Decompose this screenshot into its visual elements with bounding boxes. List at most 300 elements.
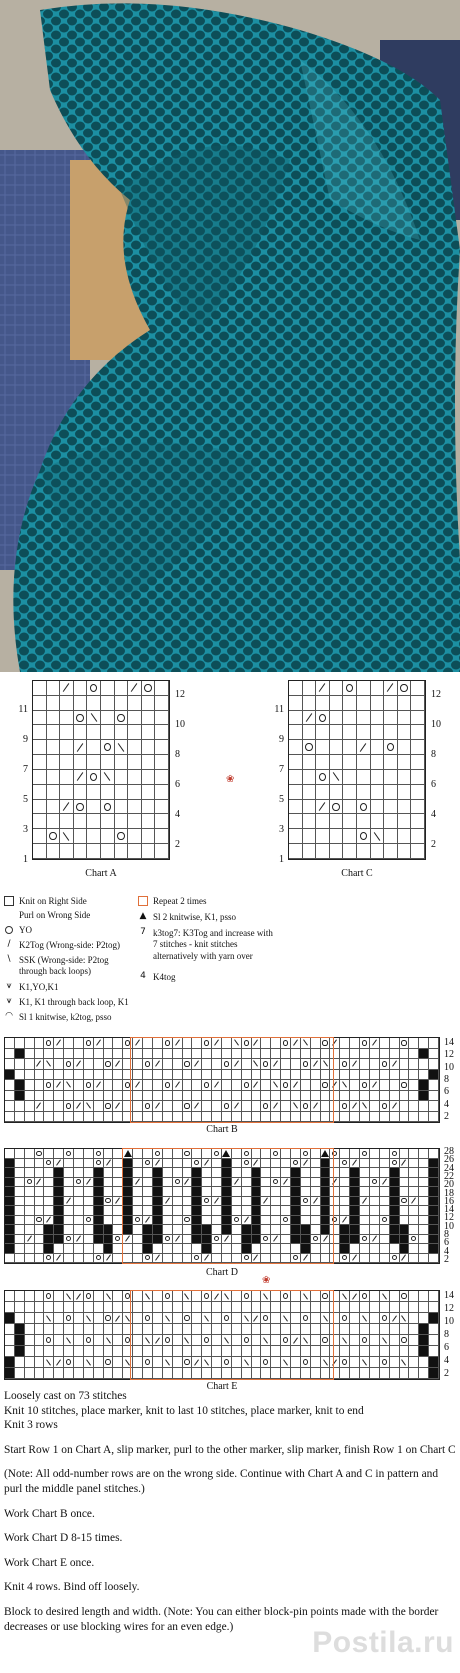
chart-cell (311, 1216, 321, 1226)
chart-cell (242, 1059, 252, 1070)
chart-cell (133, 1216, 143, 1226)
chart-cell (360, 1235, 370, 1245)
chart-cell (173, 1168, 183, 1178)
chart-cell (370, 1049, 380, 1060)
chart-cell (242, 1159, 252, 1169)
chart-cell (143, 1206, 153, 1216)
chart-cell (330, 785, 344, 800)
chart-cell (429, 1254, 439, 1264)
row-number-label: 8 (175, 749, 180, 760)
chart-cell (5, 1216, 15, 1226)
chart-cell (87, 800, 101, 815)
chart-cell (350, 1357, 360, 1368)
chart-cell (384, 814, 398, 829)
chart-cell (15, 1159, 25, 1169)
chart-cell (350, 1038, 360, 1049)
chart-cell (123, 1324, 133, 1335)
chart-cell (409, 1187, 419, 1197)
chart-cell (380, 1216, 390, 1226)
chart-cell (15, 1206, 25, 1216)
chart-cell (261, 1335, 271, 1346)
k4tog-number-icon: 4 (140, 971, 146, 982)
chart-cell (350, 1178, 360, 1188)
chart-cell (311, 1059, 321, 1070)
legend-sl1 (4, 1012, 134, 1023)
chart-cell (84, 1049, 94, 1060)
chart-cell (35, 1225, 45, 1235)
chart-cell (357, 800, 371, 815)
chart-cell (183, 1244, 193, 1254)
chart-cell (113, 1091, 123, 1102)
chart-cell (94, 1357, 104, 1368)
chart-cell (350, 1291, 360, 1302)
chart-cell (340, 1168, 350, 1178)
chart-cell (128, 814, 142, 829)
chart-cell (192, 1302, 202, 1313)
chart-cell (400, 1159, 410, 1169)
chart-cell (321, 1302, 331, 1313)
chart-cell (371, 681, 385, 696)
chart-cell (360, 1091, 370, 1102)
chart-cell (370, 1178, 380, 1188)
chart-cell (202, 1335, 212, 1346)
row-number-label: 3 (279, 824, 284, 835)
chart-cell (155, 829, 169, 844)
chart-cell (350, 1080, 360, 1091)
chart-cell (252, 1197, 262, 1207)
chart-cell (343, 681, 357, 696)
chart-cell (419, 1091, 429, 1102)
chart-cell (271, 1178, 281, 1188)
chart-cell (94, 1254, 104, 1264)
chart-cell (429, 1112, 439, 1123)
chart-cell (104, 1070, 114, 1081)
chart-cell (232, 1357, 242, 1368)
chart-cell (271, 1059, 281, 1070)
chart-cell (222, 1302, 232, 1313)
chart-cell (400, 1206, 410, 1216)
chart-cell (301, 1313, 311, 1324)
chart-cell (390, 1149, 400, 1159)
chart-cell (289, 829, 303, 844)
chart-cell (281, 1302, 291, 1313)
legend-repeat (138, 896, 308, 907)
row-number-label: 2 (444, 1253, 449, 1265)
chart-cell (330, 1159, 340, 1169)
chart-cell (5, 1070, 15, 1081)
chart-cell (303, 770, 317, 785)
chart-cell (123, 1080, 133, 1091)
chart-cell (370, 1244, 380, 1254)
chart-cell (33, 740, 47, 755)
chart-b-grid (4, 1037, 440, 1123)
chart-cell (343, 755, 357, 770)
chart-cell (5, 1302, 15, 1313)
chart-cell (212, 1178, 222, 1188)
chart-cell (54, 1225, 64, 1235)
chart-cell (54, 1059, 64, 1070)
chart-cell (301, 1197, 311, 1207)
repeat-box-icon (138, 896, 148, 906)
chart-cell (360, 1038, 370, 1049)
chart-cell (330, 1225, 340, 1235)
chart-cell (340, 1038, 350, 1049)
chart-cell (163, 1091, 173, 1102)
chart-cell (390, 1187, 400, 1197)
chart-cell (301, 1206, 311, 1216)
chart-cell (104, 1112, 114, 1123)
chart-cell (321, 1244, 331, 1254)
chart-cell (60, 740, 74, 755)
chart-cell (202, 1168, 212, 1178)
chart-cell (409, 1335, 419, 1346)
chart-cell (15, 1091, 25, 1102)
chart-cell (104, 1197, 114, 1207)
chart-cell (371, 711, 385, 726)
chart-cell (94, 1187, 104, 1197)
chart-cell (222, 1091, 232, 1102)
chart-cell (370, 1091, 380, 1102)
chart-cell (15, 1101, 25, 1112)
chart-cell (291, 1049, 301, 1060)
chart-cell (74, 1038, 84, 1049)
chart-cell (291, 1080, 301, 1091)
chart-cell (400, 1070, 410, 1081)
chart-cell (232, 1049, 242, 1060)
chart-cell (390, 1368, 400, 1379)
chart-cell (232, 1244, 242, 1254)
chart-cell (54, 1149, 64, 1159)
chart-cell (5, 1324, 15, 1335)
chart-cell (330, 696, 344, 711)
chart-cell (163, 1313, 173, 1324)
chart-cell (35, 1206, 45, 1216)
chart-cell (212, 1313, 222, 1324)
chart-cell (232, 1235, 242, 1245)
chart-cell (192, 1206, 202, 1216)
chart-cell (400, 1101, 410, 1112)
chart-cell (192, 1357, 202, 1368)
chart-cell (94, 1216, 104, 1226)
chart-cell (192, 1216, 202, 1226)
chart-cell (222, 1070, 232, 1081)
chart-cell (419, 1302, 429, 1313)
chart-cell (291, 1357, 301, 1368)
chart-cell (301, 1059, 311, 1070)
chart-d-title: Chart D (206, 1267, 238, 1278)
chart-cell (202, 1291, 212, 1302)
chart-cell (104, 1225, 114, 1235)
chart-cell (143, 1080, 153, 1091)
chart-cell (380, 1112, 390, 1123)
legend-knit-label: Knit on Right Side (19, 896, 87, 906)
k1k1tbl-v-icon: ⩛ (6, 996, 12, 1007)
chart-cell (15, 1235, 25, 1245)
chart-cell (301, 1254, 311, 1264)
chart-cell (212, 1159, 222, 1169)
chart-cell (192, 1168, 202, 1178)
chart-cell (142, 711, 156, 726)
chart-cell (33, 829, 47, 844)
chart-cell (330, 1206, 340, 1216)
chart-cell (47, 814, 61, 829)
chart-cell (15, 1368, 25, 1379)
chart-cell (25, 1235, 35, 1245)
chart-cell (252, 1346, 262, 1357)
chart-cell (321, 1225, 331, 1235)
chart-cell (15, 1324, 25, 1335)
chart-cell (202, 1313, 212, 1324)
chart-cell (289, 725, 303, 740)
chart-cell (400, 1313, 410, 1324)
chart-cell (143, 1291, 153, 1302)
chart-cell (350, 1059, 360, 1070)
chart-cell (409, 1244, 419, 1254)
chart-cell (44, 1149, 54, 1159)
chart-cell (142, 725, 156, 740)
chart-cell (128, 844, 142, 859)
chart-cell (60, 755, 74, 770)
chart-cell (202, 1038, 212, 1049)
chart-cell (261, 1149, 271, 1159)
chart-cell (390, 1197, 400, 1207)
chart-cell (411, 829, 425, 844)
chart-cell (390, 1038, 400, 1049)
yo-circle-icon (4, 925, 14, 935)
chart-cell (252, 1149, 262, 1159)
chart-cell (104, 1244, 114, 1254)
chart-cell (104, 1049, 114, 1060)
chart-cell (330, 1091, 340, 1102)
chart-cell (252, 1216, 262, 1226)
chart-cell (35, 1187, 45, 1197)
chart-cell (104, 1335, 114, 1346)
chart-cell (311, 1206, 321, 1216)
chart-cell (87, 755, 101, 770)
row-number-label: 14 (444, 1204, 454, 1216)
chart-cell (380, 1357, 390, 1368)
chart-cell (25, 1080, 35, 1091)
row-number-label: 2 (431, 839, 436, 850)
chart-cell (271, 1216, 281, 1226)
chart-cell (289, 740, 303, 755)
chart-cell (291, 1059, 301, 1070)
chart-cell (74, 844, 88, 859)
chart-cell (301, 1091, 311, 1102)
chart-cell (242, 1324, 252, 1335)
chart-cell (192, 1187, 202, 1197)
chart-cell (429, 1159, 439, 1169)
chart-cell (173, 1038, 183, 1049)
chart-cell (25, 1197, 35, 1207)
chart-cell (143, 1178, 153, 1188)
chart-cell (142, 844, 156, 859)
knit-symbol-icon (4, 896, 14, 906)
chart-cell (419, 1197, 429, 1207)
chart-cell (192, 1080, 202, 1091)
chart-cell (384, 696, 398, 711)
chart-cell (35, 1197, 45, 1207)
chart-cell (380, 1197, 390, 1207)
chart-cell (47, 681, 61, 696)
chart-cell (104, 1178, 114, 1188)
chart-cell (330, 1168, 340, 1178)
chart-cell (411, 725, 425, 740)
instruction-note: (Note: All odd-number rows are on the wrong side. Continue with Chart A and C in pattern and purl the middle panel stitches.) (4, 1468, 439, 1495)
chart-cell (316, 800, 330, 815)
row-number-label: 9 (279, 734, 284, 745)
chart-cell (271, 1346, 281, 1357)
chart-cell (429, 1070, 439, 1081)
chart-cell (291, 1216, 301, 1226)
chart-cell (261, 1059, 271, 1070)
chart-cell (163, 1335, 173, 1346)
chart-cell (419, 1149, 429, 1159)
chart-cell (384, 770, 398, 785)
chart-cell (343, 844, 357, 859)
chart-cell (84, 1368, 94, 1379)
chart-cell (84, 1091, 94, 1102)
chart-cell (54, 1346, 64, 1357)
chart-cell (242, 1187, 252, 1197)
chart-cell (44, 1254, 54, 1264)
chart-cell (311, 1038, 321, 1049)
row-number-label: 12 (431, 689, 441, 700)
instruction-bind-off: Knit 4 rows. Bind off loosely. (4, 1581, 140, 1594)
chart-cell (133, 1080, 143, 1091)
chart-cell (419, 1206, 429, 1216)
chart-cell (84, 1313, 94, 1324)
chart-cell (343, 814, 357, 829)
chart-cell (311, 1291, 321, 1302)
chart-cell (419, 1059, 429, 1070)
chart-cell (371, 829, 385, 844)
chart-cell (271, 1080, 281, 1091)
chart-cell (64, 1038, 74, 1049)
chart-cell (350, 1225, 360, 1235)
chart-cell (350, 1216, 360, 1226)
chart-cell (429, 1324, 439, 1335)
chart-cell (330, 1244, 340, 1254)
chart-cell (350, 1235, 360, 1245)
chart-cell (192, 1070, 202, 1081)
chart-cell (212, 1168, 222, 1178)
chart-cell (321, 1049, 331, 1060)
chart-cell (222, 1313, 232, 1324)
chart-cell (409, 1302, 419, 1313)
chart-cell (384, 740, 398, 755)
chart-cell (143, 1357, 153, 1368)
chart-cell (54, 1206, 64, 1216)
chart-cell (261, 1206, 271, 1216)
chart-cell (360, 1159, 370, 1169)
chart-cell (321, 1168, 331, 1178)
chart-cell (222, 1187, 232, 1197)
chart-cell (94, 1149, 104, 1159)
chart-cell (311, 1197, 321, 1207)
chart-cell (398, 844, 412, 859)
chart-cell (380, 1324, 390, 1335)
chart-cell (153, 1049, 163, 1060)
chart-cell (94, 1112, 104, 1123)
chart-cell (316, 814, 330, 829)
chart-cell (411, 740, 425, 755)
chart-cell (271, 1159, 281, 1169)
chart-cell (15, 1178, 25, 1188)
chart-cell (133, 1244, 143, 1254)
chart-cell (155, 785, 169, 800)
chart-cell (357, 814, 371, 829)
chart-cell (64, 1187, 74, 1197)
chart-cell (64, 1091, 74, 1102)
row-number-label: 1 (23, 854, 28, 865)
chart-cell (242, 1291, 252, 1302)
chart-cell (94, 1346, 104, 1357)
chart-cell (212, 1302, 222, 1313)
chart-cell (74, 1197, 84, 1207)
chart-cell (74, 1080, 84, 1091)
chart-cell (321, 1159, 331, 1169)
chart-cell (202, 1101, 212, 1112)
chart-cell (104, 1291, 114, 1302)
chart-cell (330, 814, 344, 829)
chart-cell (84, 1070, 94, 1081)
chart-cell (232, 1313, 242, 1324)
chart-cell (321, 1080, 331, 1091)
chart-cell (400, 1244, 410, 1254)
row-number-label: 11 (274, 704, 284, 715)
chart-cell (301, 1038, 311, 1049)
chart-cell (222, 1254, 232, 1264)
chart-cell (340, 1112, 350, 1123)
chart-cell (183, 1335, 193, 1346)
chart-cell (64, 1059, 74, 1070)
chart-cell (143, 1244, 153, 1254)
chart-cell (261, 1049, 271, 1060)
chart-cell (123, 1187, 133, 1197)
chart-cell (281, 1291, 291, 1302)
chart-cell (343, 829, 357, 844)
chart-cell (113, 1112, 123, 1123)
chart-cell (409, 1346, 419, 1357)
chart-cell (5, 1368, 15, 1379)
chart-cell (133, 1187, 143, 1197)
chart-cell (398, 785, 412, 800)
chart-cell (153, 1178, 163, 1188)
chart-cell (54, 1235, 64, 1245)
chart-cell (54, 1112, 64, 1123)
chart-cell (390, 1346, 400, 1357)
chart-cell (104, 1059, 114, 1070)
chart-cell (101, 740, 115, 755)
chart-cell (94, 1059, 104, 1070)
chart-cell (330, 1291, 340, 1302)
legend-yo-label: YO (19, 925, 32, 935)
chart-cell (47, 755, 61, 770)
chart-cell (133, 1149, 143, 1159)
chart-cell (5, 1091, 15, 1102)
chart-cell (232, 1149, 242, 1159)
chart-cell (400, 1059, 410, 1070)
chart-cell (291, 1335, 301, 1346)
chart-cell (252, 1049, 262, 1060)
chart-cell (101, 829, 115, 844)
chart-cell (60, 770, 74, 785)
chart-cell (311, 1335, 321, 1346)
chart-cell (25, 1159, 35, 1169)
chart-cell (301, 1112, 311, 1123)
chart-cell (44, 1291, 54, 1302)
